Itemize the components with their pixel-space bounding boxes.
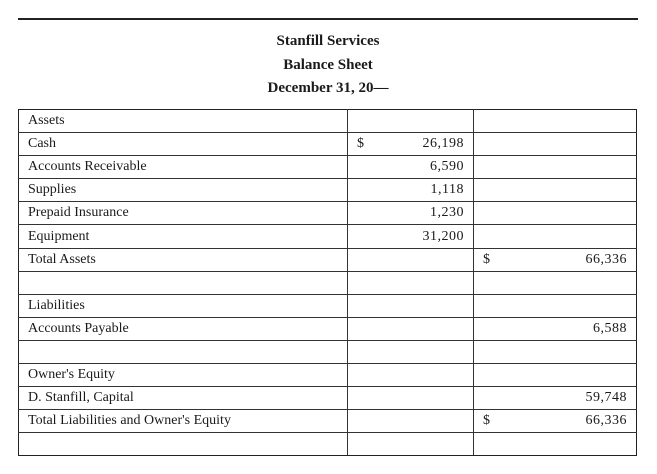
detail-amount: 1,118 (348, 179, 474, 202)
statement-date: December 31, 20— (267, 80, 389, 96)
row-label: Liabilities (19, 294, 348, 317)
total-amount (474, 340, 637, 363)
row-label: Total Assets (19, 248, 348, 271)
row-label: Accounts Payable (19, 317, 348, 340)
detail-amount (348, 410, 474, 433)
table-row (19, 202, 637, 225)
total-amount (474, 179, 637, 202)
total-amount (474, 156, 637, 179)
total-amount (474, 433, 637, 456)
total-amount (474, 364, 637, 387)
total-amount: 6,588 (474, 317, 637, 340)
total-amount (474, 225, 637, 248)
table-row (19, 271, 637, 294)
detail-amount (348, 364, 474, 387)
total-amount (474, 133, 637, 156)
table-row (19, 340, 637, 363)
row-label: D. Stanfill, Capital (19, 387, 348, 410)
row-label: Assets (19, 110, 348, 133)
detail-amount (348, 133, 474, 156)
row-label: Cash (19, 133, 348, 156)
table-row (19, 364, 637, 387)
row-label (19, 340, 348, 363)
balance-sheet-table (18, 109, 637, 456)
detail-amount (348, 340, 474, 363)
total-amount (474, 271, 637, 294)
table-row (19, 225, 637, 248)
table-row (19, 433, 637, 456)
detail-amount: 1,230 (348, 202, 474, 225)
amount-value: 66,336 (585, 413, 627, 429)
dollar-sign: $ (483, 251, 491, 267)
detail-amount (348, 387, 474, 410)
detail-amount: 6,590 (348, 156, 474, 179)
table-row (19, 133, 637, 156)
table-row (19, 294, 637, 317)
row-label: Supplies (19, 179, 348, 202)
total-amount (474, 294, 637, 317)
row-label: Owner's Equity (19, 364, 348, 387)
detail-amount (348, 317, 474, 340)
table-row (19, 179, 637, 202)
total-amount (474, 248, 637, 271)
detail-amount: 31,200 (348, 225, 474, 248)
total-amount (474, 410, 637, 433)
row-label (19, 271, 348, 294)
row-label: Equipment (19, 225, 348, 248)
statement-title: Balance Sheet (283, 57, 373, 73)
table-row (19, 110, 637, 133)
table-row (19, 156, 637, 179)
detail-amount (348, 294, 474, 317)
table-row (19, 410, 637, 433)
detail-amount (348, 433, 474, 456)
row-label: Accounts Receivable (19, 156, 348, 179)
amount-value: 66,336 (585, 251, 627, 267)
row-label (19, 433, 348, 456)
detail-amount (348, 110, 474, 133)
table-row (19, 248, 637, 271)
detail-amount (348, 248, 474, 271)
amount-value: 26,198 (422, 136, 464, 152)
company-name: Stanfill Services (276, 33, 380, 49)
total-amount (474, 110, 637, 133)
row-label: Prepaid Insurance (19, 202, 348, 225)
total-amount (474, 202, 637, 225)
table-row (19, 387, 637, 410)
total-amount: 59,748 (474, 387, 637, 410)
row-label: Total Liabilities and Owner's Equity (19, 410, 348, 433)
top-rule (18, 18, 638, 20)
detail-amount (348, 271, 474, 294)
table-row (19, 317, 637, 340)
dollar-sign: $ (357, 136, 365, 152)
dollar-sign: $ (483, 413, 491, 429)
